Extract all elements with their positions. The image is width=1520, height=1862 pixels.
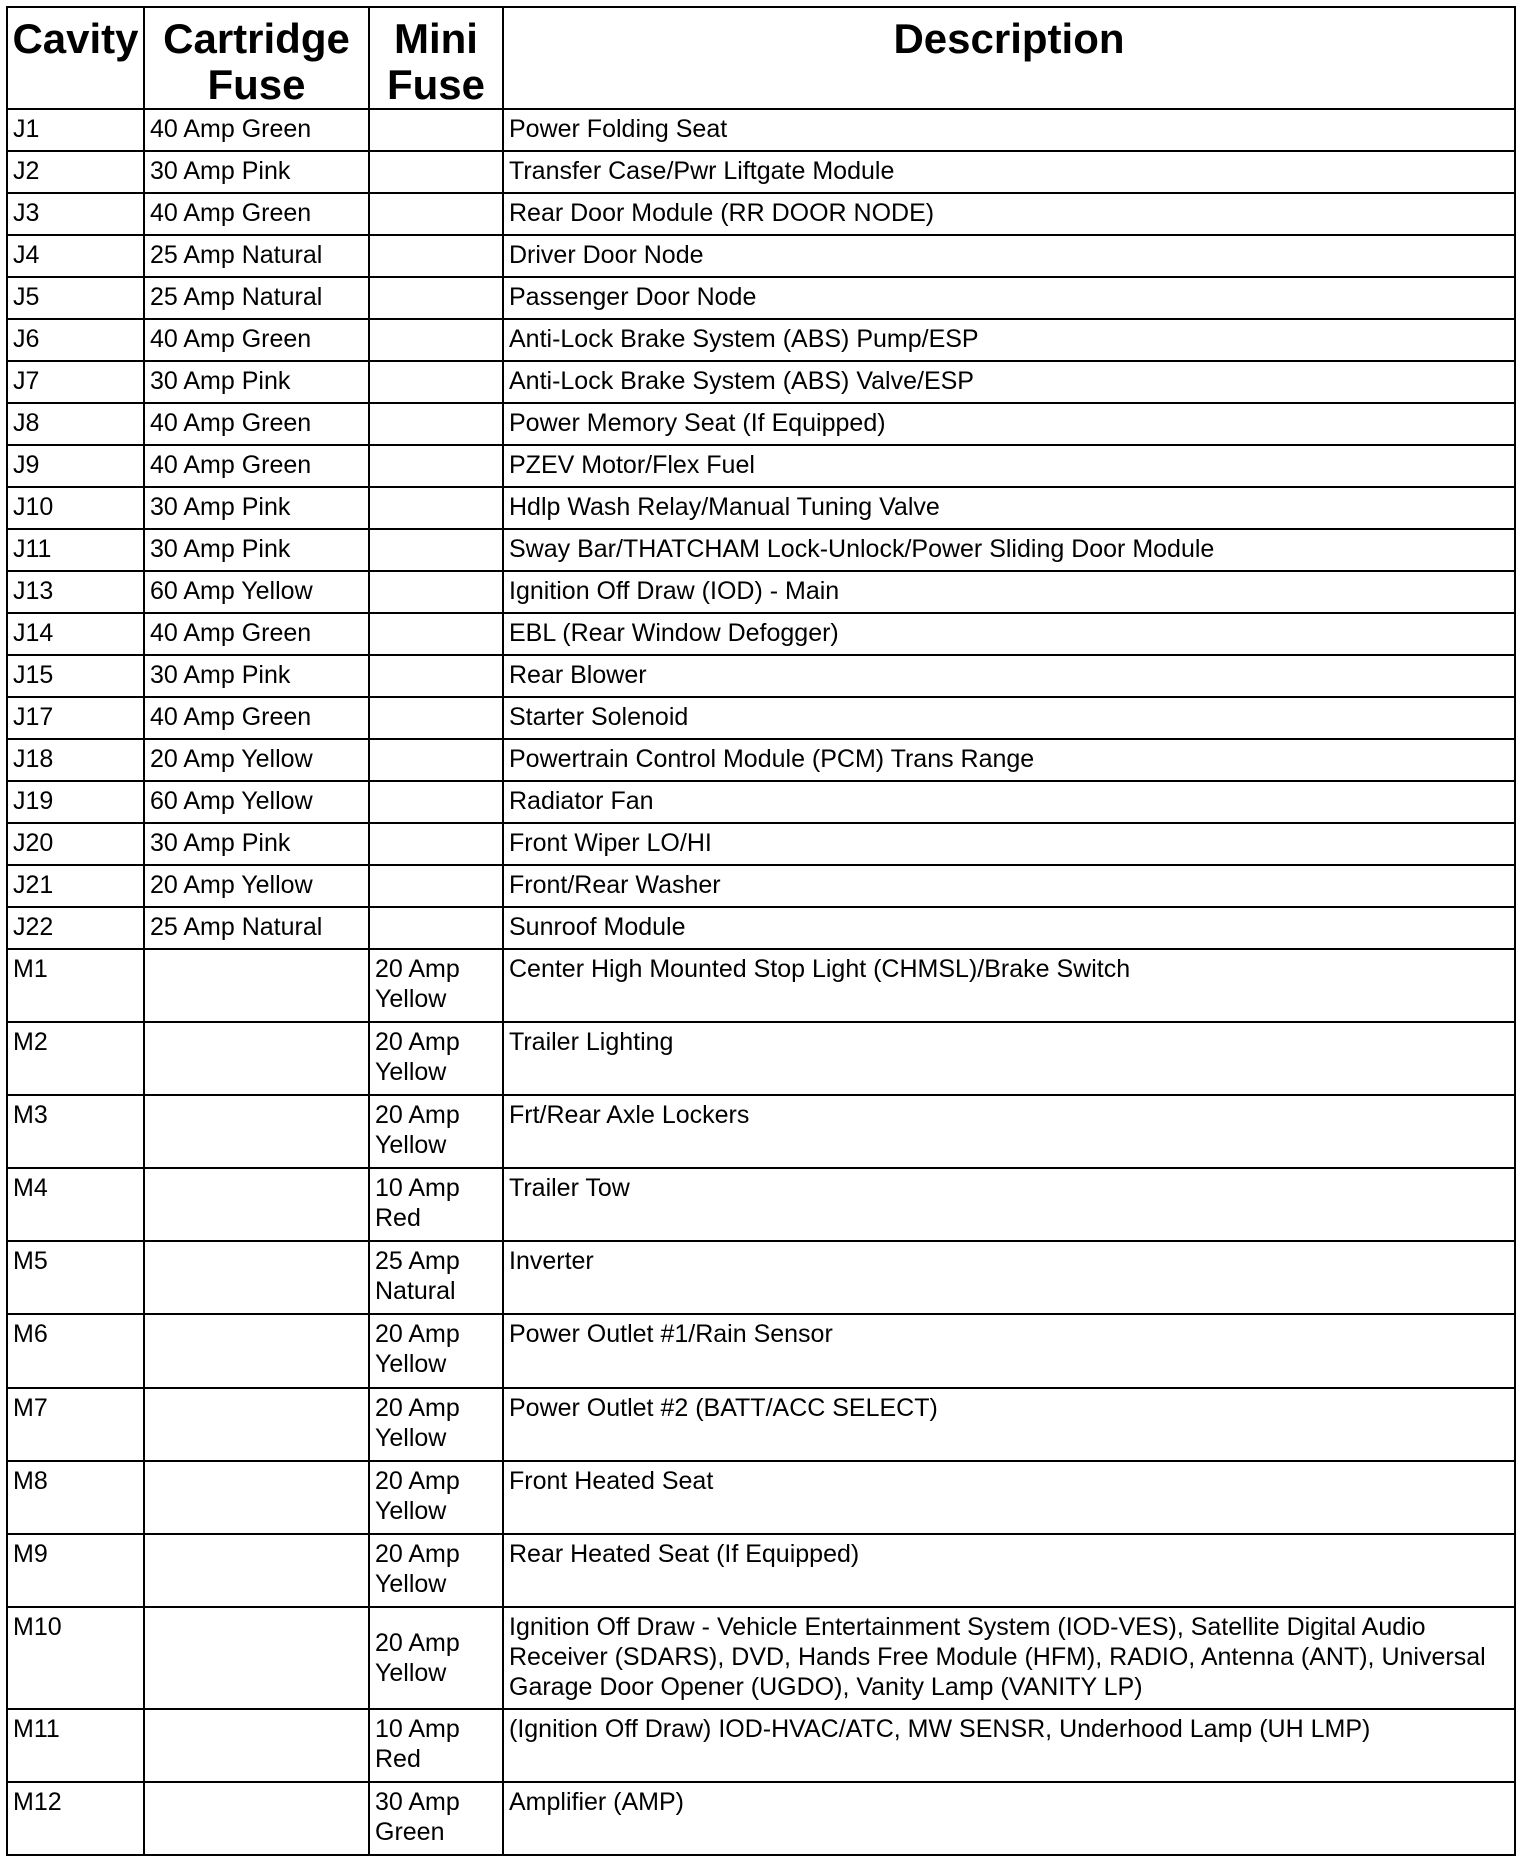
description-cell: Hdlp Wash Relay/Manual Tuning Valve bbox=[503, 487, 1515, 529]
cavity-cell: M9 bbox=[7, 1534, 144, 1607]
cavity-cell: M5 bbox=[7, 1241, 144, 1314]
mini-fuse-cell bbox=[369, 1388, 503, 1461]
description-cell: Driver Door Node bbox=[503, 235, 1515, 277]
cavity-cell: M12 bbox=[7, 1782, 144, 1855]
description-cell: Sway Bar/THATCHAM Lock-Unlock/Power Sliding Door Module bbox=[503, 529, 1515, 571]
mini-fuse-rating: 20 Amp bbox=[375, 1539, 460, 1568]
cavity-cell: J10 bbox=[7, 487, 144, 529]
mini-fuse-color: Yellow bbox=[375, 1423, 447, 1452]
mini-fuse-cell bbox=[369, 823, 503, 865]
table-row bbox=[7, 361, 1515, 403]
mini-fuse-color: Red bbox=[375, 1204, 421, 1233]
cartridge-fuse-cell: 60 Amp Yellow bbox=[144, 781, 369, 823]
cartridge-fuse-cell bbox=[144, 1461, 369, 1534]
description-cell: Starter Solenoid bbox=[503, 697, 1515, 739]
cavity-cell: J13 bbox=[7, 571, 144, 613]
cartridge-fuse-cell bbox=[144, 1241, 369, 1314]
description-cell: PZEV Motor/Flex Fuel bbox=[503, 445, 1515, 487]
description-cell: Power Memory Seat (If Equipped) bbox=[503, 403, 1515, 445]
mini-fuse-rating: 20 Amp bbox=[375, 1466, 460, 1495]
mini-fuse-cell bbox=[369, 277, 503, 319]
mini-fuse-rating: 20 Amp bbox=[375, 1628, 460, 1657]
mini-fuse-rating: 20 Amp bbox=[375, 955, 460, 984]
mini-fuse-cell bbox=[369, 655, 503, 697]
mini-fuse-cell bbox=[369, 739, 503, 781]
cavity-cell: J9 bbox=[7, 445, 144, 487]
table-row bbox=[7, 907, 1515, 949]
table-row bbox=[7, 1314, 1515, 1387]
cartridge-fuse-cell: 30 Amp Pink bbox=[144, 529, 369, 571]
cavity-cell: J20 bbox=[7, 823, 144, 865]
table-row bbox=[7, 445, 1515, 487]
mini-fuse-cell bbox=[369, 1095, 503, 1168]
description-cell: Power Folding Seat bbox=[503, 109, 1515, 151]
description-cell: Rear Door Module (RR DOOR NODE) bbox=[503, 193, 1515, 235]
mini-fuse-rating: 20 Amp bbox=[375, 1320, 460, 1349]
cartridge-fuse-cell bbox=[144, 1095, 369, 1168]
cavity-cell: M6 bbox=[7, 1314, 144, 1387]
cavity-cell: M3 bbox=[7, 1095, 144, 1168]
mini-fuse-color: Natural bbox=[375, 1277, 456, 1306]
header-mini-line1: Mini bbox=[394, 15, 478, 62]
cartridge-fuse-cell bbox=[144, 1168, 369, 1241]
mini-fuse-cell bbox=[369, 1607, 503, 1709]
description-cell: Frt/Rear Axle Lockers bbox=[503, 1095, 1515, 1168]
header-cartridge-line1: Cartridge bbox=[163, 15, 350, 62]
header-mini-fuse bbox=[369, 7, 503, 109]
cavity-cell: J18 bbox=[7, 739, 144, 781]
table-row bbox=[7, 1168, 1515, 1241]
cavity-cell: J7 bbox=[7, 361, 144, 403]
mini-fuse-color: Yellow bbox=[375, 1569, 447, 1598]
cavity-cell: M7 bbox=[7, 1388, 144, 1461]
mini-fuse-color: Yellow bbox=[375, 985, 447, 1014]
description-cell: Ignition Off Draw (IOD) - Main bbox=[503, 571, 1515, 613]
description-cell: Ignition Off Draw - Vehicle Entertainment System (IOD-VES), Satellite Digital Audio Receiver (SDARS), DVD, Hands Free Module (HFM), RADIO, Antenna (ANT), Universal Garage Door Opener (UGDO), Vanity Lamp (VANITY LP) bbox=[503, 1607, 1515, 1709]
mini-fuse-rating: 20 Amp bbox=[375, 1028, 460, 1057]
cartridge-fuse-cell: 40 Amp Green bbox=[144, 697, 369, 739]
header-description-label: Description bbox=[893, 15, 1125, 62]
cartridge-fuse-cell: 25 Amp Natural bbox=[144, 277, 369, 319]
mini-fuse-cell bbox=[369, 445, 503, 487]
mini-fuse-cell bbox=[369, 151, 503, 193]
cartridge-fuse-cell bbox=[144, 1607, 369, 1709]
mini-fuse-rating: 20 Amp bbox=[375, 1393, 460, 1422]
table-row bbox=[7, 1095, 1515, 1168]
description-cell: Passenger Door Node bbox=[503, 277, 1515, 319]
description-cell: Anti-Lock Brake System (ABS) Pump/ESP bbox=[503, 319, 1515, 361]
table-row bbox=[7, 1709, 1515, 1782]
table-row bbox=[7, 1782, 1515, 1855]
mini-fuse-cell bbox=[369, 571, 503, 613]
table-row bbox=[7, 571, 1515, 613]
cavity-cell: J11 bbox=[7, 529, 144, 571]
cavity-cell: J4 bbox=[7, 235, 144, 277]
table-row bbox=[7, 865, 1515, 907]
description-cell: Rear Heated Seat (If Equipped) bbox=[503, 1534, 1515, 1607]
mini-fuse-cell bbox=[369, 361, 503, 403]
table-row bbox=[7, 109, 1515, 151]
cartridge-fuse-cell bbox=[144, 1709, 369, 1782]
fuse-table bbox=[6, 6, 1516, 1856]
description-cell: EBL (Rear Window Defogger) bbox=[503, 613, 1515, 655]
mini-fuse-color: Yellow bbox=[375, 1058, 447, 1087]
mini-fuse-cell bbox=[369, 1461, 503, 1534]
mini-fuse-rating: 10 Amp bbox=[375, 1174, 460, 1203]
mini-fuse-color: Yellow bbox=[375, 1496, 447, 1525]
description-cell: Powertrain Control Module (PCM) Trans Range bbox=[503, 739, 1515, 781]
mini-fuse-cell bbox=[369, 697, 503, 739]
mini-fuse-color: Green bbox=[375, 1817, 445, 1846]
table-row bbox=[7, 1534, 1515, 1607]
cartridge-fuse-cell: 30 Amp Pink bbox=[144, 361, 369, 403]
cavity-cell: J17 bbox=[7, 697, 144, 739]
cavity-cell: J8 bbox=[7, 403, 144, 445]
table-row bbox=[7, 1022, 1515, 1095]
description-cell: Rear Blower bbox=[503, 655, 1515, 697]
mini-fuse-cell bbox=[369, 319, 503, 361]
mini-fuse-rating: 20 Amp bbox=[375, 1101, 460, 1130]
cavity-cell: J1 bbox=[7, 109, 144, 151]
cartridge-fuse-cell: 40 Amp Green bbox=[144, 109, 369, 151]
cartridge-fuse-cell: 25 Amp Natural bbox=[144, 235, 369, 277]
description-cell: Center High Mounted Stop Light (CHMSL)/Brake Switch bbox=[503, 949, 1515, 1022]
description-cell: Trailer Tow bbox=[503, 1168, 1515, 1241]
cavity-cell: J5 bbox=[7, 277, 144, 319]
description-cell: Front Wiper LO/HI bbox=[503, 823, 1515, 865]
cavity-cell: J6 bbox=[7, 319, 144, 361]
mini-fuse-cell bbox=[369, 1168, 503, 1241]
mini-fuse-cell bbox=[369, 613, 503, 655]
cavity-cell: M4 bbox=[7, 1168, 144, 1241]
mini-fuse-cell bbox=[369, 1022, 503, 1095]
cartridge-fuse-cell bbox=[144, 1782, 369, 1855]
cavity-cell: J14 bbox=[7, 613, 144, 655]
cartridge-fuse-cell: 40 Amp Green bbox=[144, 193, 369, 235]
cartridge-fuse-cell: 30 Amp Pink bbox=[144, 487, 369, 529]
cartridge-fuse-cell bbox=[144, 1314, 369, 1387]
mini-fuse-cell bbox=[369, 109, 503, 151]
description-cell: (Ignition Off Draw) IOD-HVAC/ATC, MW SENSR, Underhood Lamp (UH LMP) bbox=[503, 1709, 1515, 1782]
cartridge-fuse-cell: 40 Amp Green bbox=[144, 319, 369, 361]
table-row bbox=[7, 193, 1515, 235]
mini-fuse-color: Yellow bbox=[375, 1350, 447, 1379]
cavity-cell: J21 bbox=[7, 865, 144, 907]
description-cell: Trailer Lighting bbox=[503, 1022, 1515, 1095]
header-cartridge-fuse bbox=[144, 7, 369, 109]
cartridge-fuse-cell: 40 Amp Green bbox=[144, 445, 369, 487]
cavity-cell: J2 bbox=[7, 151, 144, 193]
description-cell: Inverter bbox=[503, 1241, 1515, 1314]
description-cell: Front/Rear Washer bbox=[503, 865, 1515, 907]
table-row bbox=[7, 655, 1515, 697]
mini-fuse-color: Red bbox=[375, 1744, 421, 1773]
mini-fuse-rating: 25 Amp bbox=[375, 1247, 460, 1276]
table-row bbox=[7, 781, 1515, 823]
cartridge-fuse-cell bbox=[144, 1534, 369, 1607]
table-row bbox=[7, 487, 1515, 529]
header-cavity bbox=[7, 7, 144, 109]
cartridge-fuse-cell: 25 Amp Natural bbox=[144, 907, 369, 949]
description-cell: Power Outlet #2 (BATT/ACC SELECT) bbox=[503, 1388, 1515, 1461]
table-row bbox=[7, 319, 1515, 361]
mini-fuse-cell bbox=[369, 1709, 503, 1782]
description-cell: Anti-Lock Brake System (ABS) Valve/ESP bbox=[503, 361, 1515, 403]
mini-fuse-cell bbox=[369, 403, 503, 445]
cartridge-fuse-cell: 20 Amp Yellow bbox=[144, 739, 369, 781]
cavity-cell: J15 bbox=[7, 655, 144, 697]
cavity-cell: J19 bbox=[7, 781, 144, 823]
mini-fuse-cell bbox=[369, 235, 503, 277]
cavity-cell: J22 bbox=[7, 907, 144, 949]
mini-fuse-cell bbox=[369, 193, 503, 235]
table-row bbox=[7, 1241, 1515, 1314]
header-cartridge-line2: Fuse bbox=[207, 61, 306, 108]
header-row bbox=[7, 7, 1515, 109]
table-row bbox=[7, 151, 1515, 193]
table-row bbox=[7, 613, 1515, 655]
mini-fuse-cell bbox=[369, 781, 503, 823]
cartridge-fuse-cell: 20 Amp Yellow bbox=[144, 865, 369, 907]
table-row bbox=[7, 235, 1515, 277]
cartridge-fuse-cell: 60 Amp Yellow bbox=[144, 571, 369, 613]
mini-fuse-cell bbox=[369, 1782, 503, 1855]
mini-fuse-cell bbox=[369, 1314, 503, 1387]
table-row bbox=[7, 1607, 1515, 1709]
description-cell: Power Outlet #1/Rain Sensor bbox=[503, 1314, 1515, 1387]
cartridge-fuse-cell bbox=[144, 949, 369, 1022]
mini-fuse-color: Yellow bbox=[375, 1131, 447, 1160]
cartridge-fuse-cell bbox=[144, 1388, 369, 1461]
description-cell: Transfer Case/Pwr Liftgate Module bbox=[503, 151, 1515, 193]
header-cavity-label: Cavity bbox=[12, 15, 139, 62]
table-row bbox=[7, 1461, 1515, 1534]
table-row bbox=[7, 739, 1515, 781]
mini-fuse-cell bbox=[369, 865, 503, 907]
table-row bbox=[7, 277, 1515, 319]
cavity-cell: J3 bbox=[7, 193, 144, 235]
description-cell: Radiator Fan bbox=[503, 781, 1515, 823]
cavity-cell: M8 bbox=[7, 1461, 144, 1534]
mini-fuse-rating: 30 Amp bbox=[375, 1787, 460, 1816]
cartridge-fuse-cell: 30 Amp Pink bbox=[144, 151, 369, 193]
cavity-cell: M11 bbox=[7, 1709, 144, 1782]
mini-fuse-rating: 10 Amp bbox=[375, 1714, 460, 1743]
mini-fuse-cell bbox=[369, 1534, 503, 1607]
table-row bbox=[7, 403, 1515, 445]
mini-fuse-cell bbox=[369, 487, 503, 529]
cartridge-fuse-cell: 40 Amp Green bbox=[144, 613, 369, 655]
table-row bbox=[7, 697, 1515, 739]
fuse-table-body bbox=[7, 109, 1515, 1855]
table-row bbox=[7, 1388, 1515, 1461]
cartridge-fuse-cell: 30 Amp Pink bbox=[144, 655, 369, 697]
cavity-cell: M2 bbox=[7, 1022, 144, 1095]
table-row bbox=[7, 823, 1515, 865]
table-row bbox=[7, 529, 1515, 571]
description-cell: Sunroof Module bbox=[503, 907, 1515, 949]
header-mini-line2: Fuse bbox=[386, 61, 486, 108]
cartridge-fuse-cell: 30 Amp Pink bbox=[144, 823, 369, 865]
mini-fuse-cell bbox=[369, 529, 503, 571]
cavity-cell: M1 bbox=[7, 949, 144, 1022]
mini-fuse-cell bbox=[369, 907, 503, 949]
cavity-cell: M10 bbox=[7, 1607, 144, 1709]
description-cell: Amplifier (AMP) bbox=[503, 1782, 1515, 1855]
description-cell: Front Heated Seat bbox=[503, 1461, 1515, 1534]
header-description bbox=[503, 7, 1515, 109]
mini-fuse-color: Yellow bbox=[375, 1658, 447, 1687]
table-row bbox=[7, 949, 1515, 1022]
cartridge-fuse-cell bbox=[144, 1022, 369, 1095]
cartridge-fuse-cell: 40 Amp Green bbox=[144, 403, 369, 445]
mini-fuse-cell bbox=[369, 1241, 503, 1314]
mini-fuse-cell bbox=[369, 949, 503, 1022]
